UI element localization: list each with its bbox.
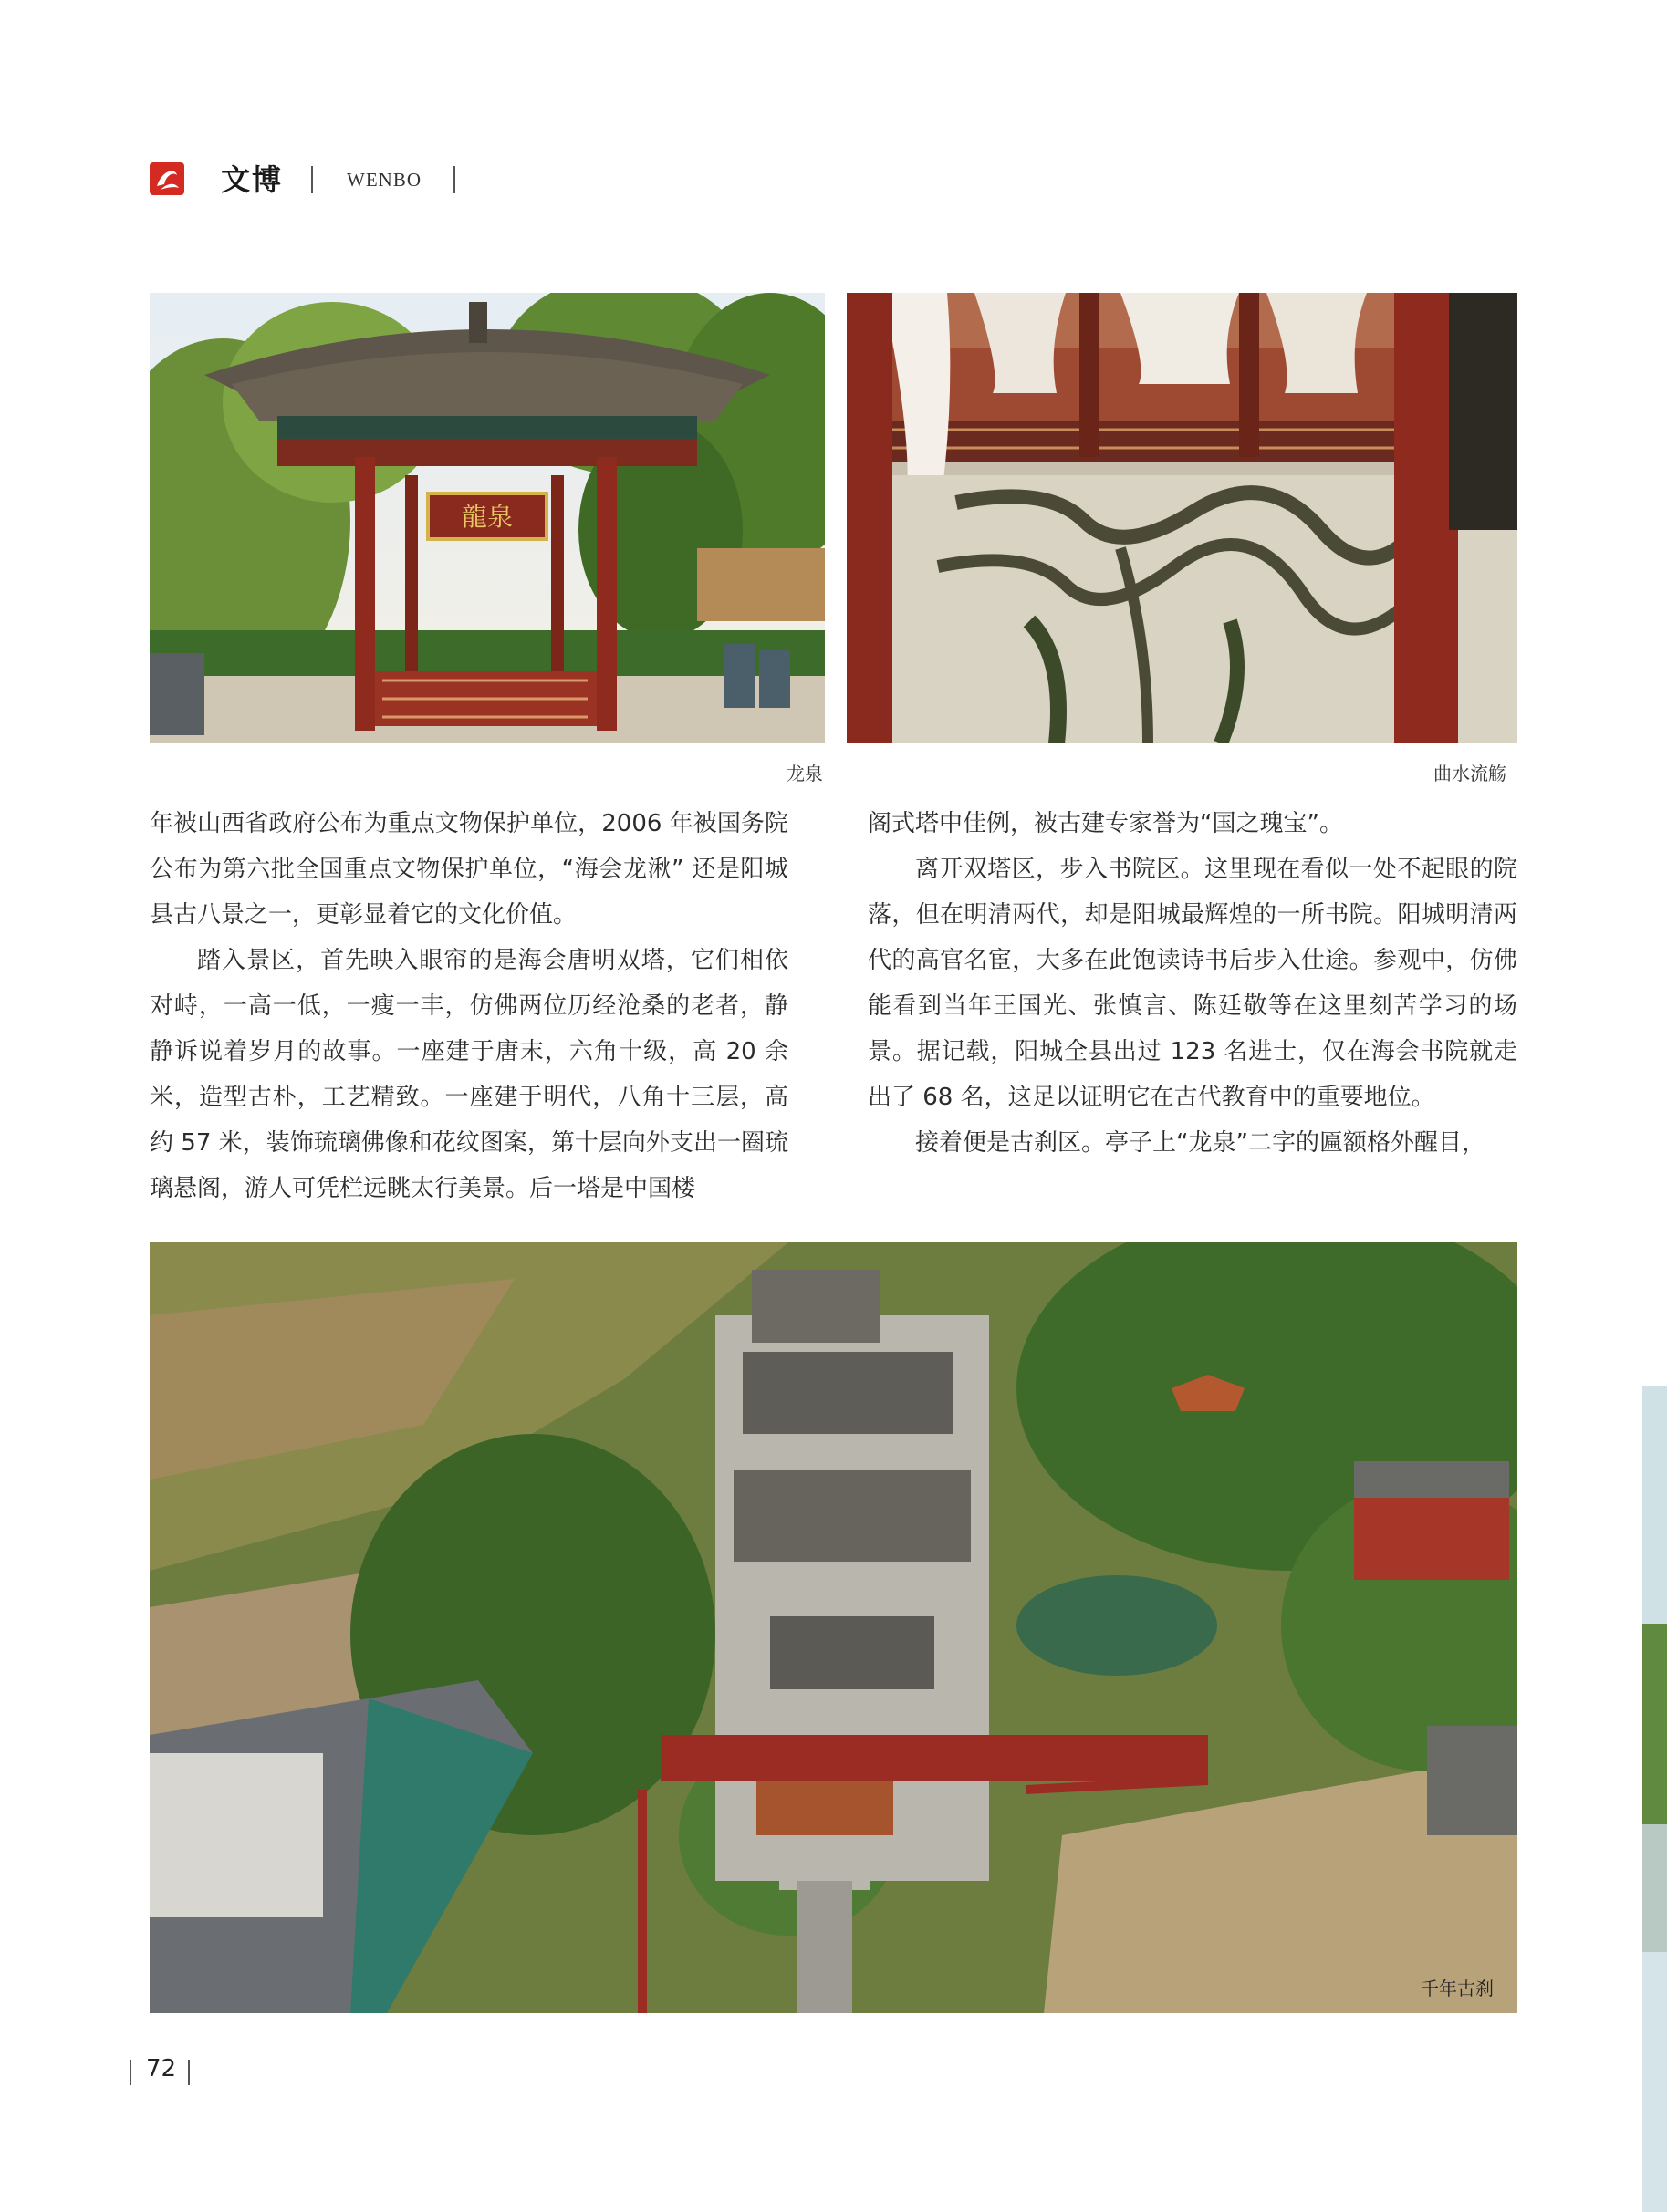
magazine-logo-icon — [150, 162, 184, 195]
paragraph: 阁式塔中佳例，被古建专家誉为“国之瑰宝”。 — [868, 810, 1343, 837]
page-number: 72 — [146, 2055, 177, 2082]
text-column-left — [150, 801, 788, 1211]
longquan-pavilion-photo — [150, 293, 825, 743]
paragraph: 踏入景区，首先映入眼帘的是海会唐明双塔，它们相依对峙，一高一低，一瘦一丰，仿佛两位历经沧桑的老者，静静诉说着岁月的故事。一座建于唐末，六角十级，高 20 余米，造型古朴，工艺精致。一座建于明代，八角十三层，高约 57 米，装饰琉璃佛像和花纹图案，第十层向外支出一圈琉璃悬阁，游人可凭栏远眺太行美景。后一塔是中国楼 — [150, 947, 788, 1202]
section-title-en: WENBO — [347, 169, 422, 191]
header-divider — [311, 166, 313, 193]
paragraph: 离开双塔区，步入书院区。这里现在看似一处不起眼的院落，但在明清两代，却是阳城最辉煌的一所书院。阳城明清两代的高官名宦，大多在此饱读诗书后步入仕途。参观中，仿佛能看到当年王国光、张慎言、陈廷敬等在这里刻苦学习的场景。据记载，阳城全县出过 123 名进士，仅在海会书院就走出了 68 名，这足以证明它在古代教育中的重要地位。 — [868, 856, 1517, 1111]
paragraph: 年被山西省政府公布为重点文物保护单位，2006 年被国务院公布为第六批全国重点文物保护单位，“海会龙湫” 还是阳城县古八景之一，更彰显着它的文化价值。 — [150, 810, 788, 929]
section-title: 文博 — [221, 162, 284, 197]
photo-caption: 龙泉 — [787, 763, 823, 784]
header-divider — [453, 166, 455, 193]
winding-stream-photo — [847, 293, 1517, 743]
photo-caption: 曲水流觞 — [1433, 763, 1506, 784]
footer-divider — [130, 2060, 131, 2085]
pavilion-plaque: 龍泉 — [461, 502, 514, 532]
footer-divider — [188, 2060, 190, 2085]
ancient-temple-aerial-photo — [150, 1242, 1517, 2013]
text-column-right — [868, 801, 1517, 1166]
paragraph: 接着便是古刹区。亭子上“龙泉”二字的匾额格外醒目， — [915, 1129, 1485, 1157]
photo-caption: 千年古刹 — [1421, 1978, 1494, 1999]
adjacent-page-strip — [1642, 1386, 1667, 2212]
